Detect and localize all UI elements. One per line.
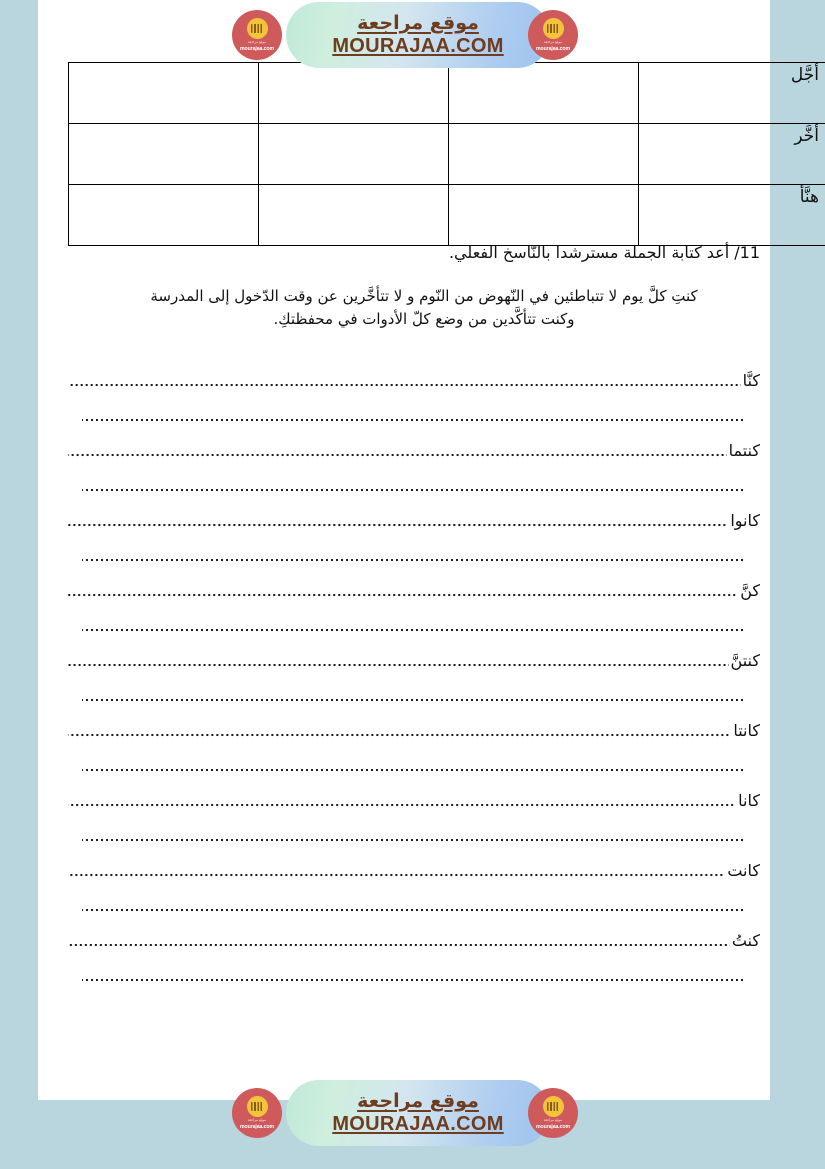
banner-arabic-title: موقع مراجعة <box>357 1090 479 1112</box>
table-row <box>69 63 825 124</box>
table-blank-cell[interactable] <box>259 63 449 124</box>
answer-line-primary[interactable] <box>68 570 760 605</box>
answer-line-continuation[interactable] <box>68 395 760 430</box>
answer-block <box>68 710 760 780</box>
table-row-label: هنَّأ <box>639 185 825 246</box>
table-row-label: أخَّر <box>639 124 825 185</box>
answer-line-continuation[interactable] <box>68 745 760 780</box>
table-blank-cell[interactable] <box>259 185 449 246</box>
answer-prefix: كنَّ <box>740 581 760 600</box>
answer-block <box>68 360 760 430</box>
answer-block <box>68 430 760 500</box>
logo-caption-arabic: موقع مراجعة <box>247 1117 267 1122</box>
logo-caption-domain: mourajaa.com <box>536 1123 570 1130</box>
table-row-label: أجَّل <box>639 63 825 124</box>
logo-caption-arabic: موقع مراجعة <box>543 39 563 44</box>
bottom-branding-banner <box>228 1078 608 1148</box>
answer-line-primary[interactable] <box>68 640 760 675</box>
answer-prefix: كنَّا <box>742 371 760 390</box>
logo-caption-domain: mourajaa.com <box>240 1123 274 1130</box>
answer-block <box>68 850 760 920</box>
answer-block <box>68 640 760 710</box>
dotted-writing-line[interactable] <box>82 839 746 843</box>
answer-line-primary[interactable] <box>68 430 760 465</box>
dotted-writing-line[interactable] <box>82 559 746 563</box>
answer-line-continuation[interactable] <box>68 535 760 570</box>
answer-line-continuation[interactable] <box>68 465 760 500</box>
dotted-writing-line[interactable] <box>68 874 725 878</box>
dotted-writing-line[interactable] <box>68 524 728 528</box>
exercise-11-sentence <box>88 285 760 332</box>
answer-prefix: كانوا <box>730 511 760 530</box>
answer-prefix: كنتنَّ <box>730 651 760 670</box>
answer-block <box>68 570 760 640</box>
answer-block <box>68 500 760 570</box>
answer-line-continuation[interactable] <box>68 815 760 850</box>
dotted-writing-line[interactable] <box>82 419 746 423</box>
logo-emblem-icon <box>543 1096 564 1117</box>
dotted-writing-line[interactable] <box>82 699 746 703</box>
table-blank-cell[interactable] <box>259 124 449 185</box>
dotted-writing-line[interactable] <box>68 944 730 948</box>
mourajaa-logo-icon <box>232 1088 282 1138</box>
answer-line-primary[interactable] <box>68 780 760 815</box>
sentence-line-1: كنتِ كلَّ يوم لا تتباطئين في النّهوض من النّوم و لا تتأخَّرين عن وقت الدّخول إلى المدرسة <box>150 287 698 305</box>
answer-line-primary[interactable] <box>68 500 760 535</box>
answer-line-primary[interactable] <box>68 360 760 395</box>
answer-prefix: كنتما <box>728 441 760 460</box>
logo-emblem-icon <box>247 1096 268 1117</box>
dotted-writing-line[interactable] <box>68 454 727 458</box>
logo-caption-domain: mourajaa.com <box>240 45 274 52</box>
logo-emblem-icon <box>543 18 564 39</box>
table-blank-cell[interactable] <box>449 63 639 124</box>
answer-line-continuation[interactable] <box>68 955 760 990</box>
dotted-writing-line[interactable] <box>68 804 736 808</box>
sentence-line-2: وكنت تتأكَّدين من وضع كلّ الأدوات في محفظتكِ. <box>273 310 575 329</box>
mourajaa-logo-icon <box>528 10 578 60</box>
logo-caption-domain: mourajaa.com <box>536 45 570 52</box>
table-blank-cell[interactable] <box>449 185 639 246</box>
logo-caption-arabic: موقع مراجعة <box>543 1117 563 1122</box>
verb-conjugation-table <box>68 62 825 246</box>
dotted-writing-line[interactable] <box>82 979 746 983</box>
answer-prefix: كنتُ <box>731 931 760 950</box>
table-blank-cell[interactable] <box>449 124 639 185</box>
logo-caption-arabic: موقع مراجعة <box>247 39 267 44</box>
dotted-writing-line[interactable] <box>82 629 746 633</box>
answer-area <box>68 360 760 990</box>
answer-line-continuation[interactable] <box>68 605 760 640</box>
mourajaa-logo-icon <box>232 10 282 60</box>
dotted-writing-line[interactable] <box>68 664 729 668</box>
dotted-writing-line[interactable] <box>82 909 746 913</box>
answer-prefix: كانا <box>738 791 760 810</box>
answer-line-primary[interactable] <box>68 850 760 885</box>
banner-domain-link[interactable]: MOURAJAA.COM <box>332 1113 504 1135</box>
answer-block <box>68 780 760 850</box>
table-blank-cell[interactable] <box>69 124 259 185</box>
top-branding-banner <box>228 0 608 70</box>
answer-line-primary[interactable] <box>68 710 760 745</box>
dotted-writing-line[interactable] <box>82 489 746 493</box>
dotted-writing-line[interactable] <box>68 384 741 388</box>
banner-domain-link[interactable]: MOURAJAA.COM <box>332 35 504 57</box>
answer-block <box>68 920 760 990</box>
answer-line-continuation[interactable] <box>68 675 760 710</box>
answer-prefix: كانت <box>727 861 760 880</box>
table-blank-cell[interactable] <box>69 185 259 246</box>
table-blank-cell[interactable] <box>69 63 259 124</box>
answer-line-continuation[interactable] <box>68 885 760 920</box>
answer-line-primary[interactable] <box>68 920 760 955</box>
mourajaa-logo-icon <box>528 1088 578 1138</box>
answer-prefix: كانتا <box>733 721 760 740</box>
table-row <box>69 185 825 246</box>
logo-emblem-icon <box>247 18 268 39</box>
table-row <box>69 124 825 185</box>
dotted-writing-line[interactable] <box>68 594 738 598</box>
exercise-11-instruction: 11/ أعد كتابة الجملة مسترشدا بالنّاسخ الفعلي. <box>448 243 760 262</box>
dotted-writing-line[interactable] <box>68 734 731 738</box>
dotted-writing-line[interactable] <box>82 769 746 773</box>
banner-arabic-title: موقع مراجعة <box>357 12 479 34</box>
